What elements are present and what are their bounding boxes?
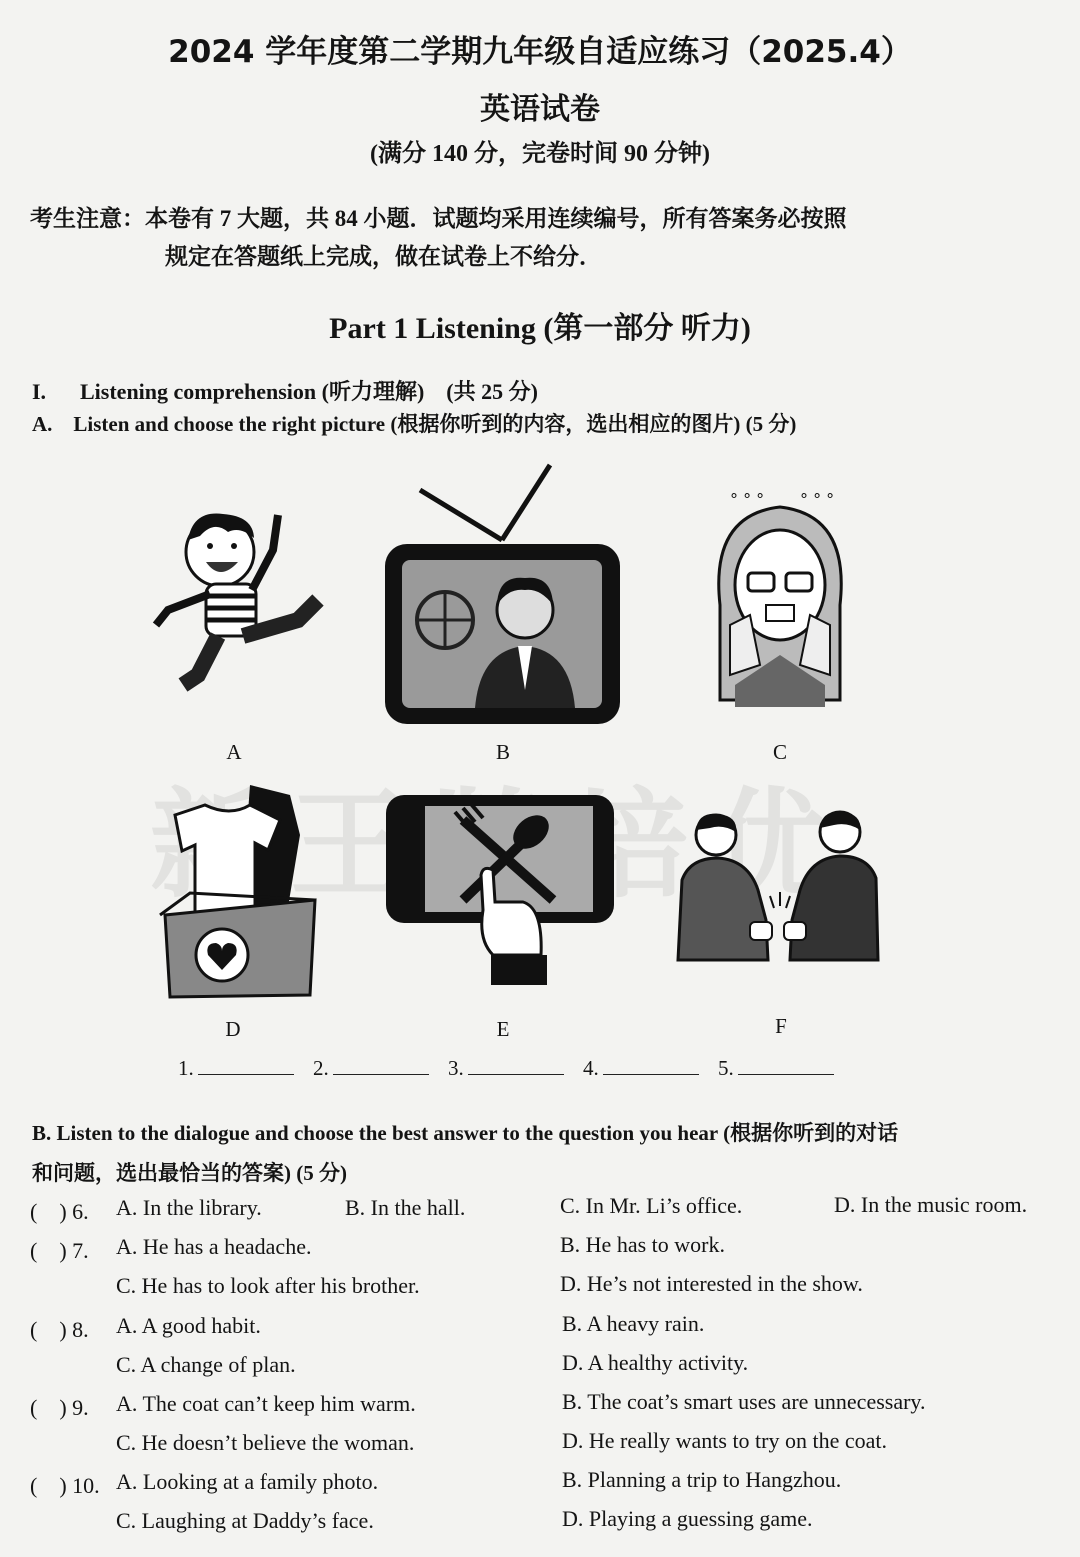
option-c: C. A change of plan. [116, 1352, 296, 1377]
question-number: ( ) 10. [30, 1473, 100, 1498]
option-d: D. In the music room. [834, 1192, 1028, 1217]
option-a: A. In the library. [116, 1195, 262, 1220]
picture-c [690, 485, 870, 715]
option-a: A. Looking at a family photo. [116, 1469, 379, 1494]
answer-blank[interactable] [583, 1054, 699, 1081]
picture-b [380, 460, 625, 735]
option-d: D. He really wants to try on the coat. [562, 1428, 888, 1453]
svg-text:° ° °: ° ° ° [800, 490, 835, 509]
score-line: (满分 140 分，完卷时间 90 分钟) [370, 141, 710, 167]
option-a: A. He has a headache. [116, 1234, 312, 1259]
option-b: B. Planning a trip to Hangzhou. [562, 1467, 842, 1492]
notice-line-1: 考生注意：本卷有 7 大题，共 84 小题．试题均采用连续编号，所有答案务必按照 [30, 206, 847, 231]
blank-number: 3. [448, 1056, 464, 1080]
answer-blank[interactable] [313, 1054, 429, 1081]
blank-number: 4. [583, 1056, 599, 1080]
picture-label-f: F [775, 1014, 787, 1038]
option-d: D. A healthy activity. [562, 1350, 749, 1375]
question-number: ( ) 6. [30, 1199, 89, 1224]
option-c: C. He doesn’t believe the woman. [116, 1430, 415, 1455]
option-c: C. In Mr. Li’s office. [560, 1193, 743, 1218]
option-c: C. Laughing at Daddy’s face. [116, 1508, 374, 1533]
svg-text:° ° °: ° ° ° [730, 490, 765, 509]
picture-e [383, 790, 618, 1000]
blank-number: 1. [178, 1056, 194, 1080]
section-1-title: Listening comprehension (听力理解) (共 25 分) [80, 379, 538, 404]
picture-label-e: E [496, 1017, 510, 1041]
option-a: A. The coat can’t keep him warm. [116, 1391, 416, 1416]
donation-box-icon [150, 775, 320, 1000]
option-b: B. A heavy rain. [562, 1311, 705, 1336]
option-b: B. He has to work. [560, 1232, 725, 1257]
section-a-instruction: A. Listen and choose the right picture (根据你听到的内容，选出相应的图片) (5 分) [32, 412, 797, 436]
notice [30, 200, 1060, 276]
question-number: ( ) 9. [30, 1395, 89, 1420]
question-number: ( ) 8. [30, 1317, 89, 1342]
section-b-instruction [32, 1113, 1062, 1193]
picture-label-b: B [495, 740, 510, 764]
food-app-phone-icon [383, 790, 618, 995]
blank-number: 5. [718, 1056, 734, 1080]
happy-boy-icon [148, 490, 338, 710]
option-a: A. A good habit. [116, 1313, 261, 1338]
picture-d [150, 775, 320, 1005]
tv-news-icon [380, 460, 625, 730]
picture-label-d: D [225, 1017, 241, 1041]
notice-line-2: 规定在答题纸上完成，做在试卷上不给分． [165, 244, 602, 269]
exam-subject: 英语试卷 [480, 92, 600, 127]
section-b-line-2: 和问题，选出最恰当的答案) (5 分) [32, 1161, 347, 1185]
answer-blank[interactable] [178, 1054, 294, 1081]
picture-label-a: A [226, 740, 242, 764]
scared-woman-icon [690, 485, 870, 710]
answer-blanks [178, 1054, 848, 1081]
option-b: B. The coat’s smart uses are unnecessary. [562, 1389, 926, 1414]
option-d: D. Playing a guessing game. [562, 1506, 813, 1531]
exam-title: 2024 学年度第二学期九年级自适应练习（2025.4） [168, 34, 912, 70]
picture-f [668, 810, 893, 970]
section-1-number: I. [32, 379, 47, 404]
section-b-line-1: B. Listen to the dialogue and choose the best answer to the question you hear (根据你听到的对话 [32, 1121, 899, 1145]
answer-blank[interactable] [448, 1054, 564, 1081]
option-d: D. He’s not interested in the show. [560, 1271, 863, 1296]
answer-blank[interactable] [718, 1054, 834, 1081]
blank-number: 2. [313, 1056, 329, 1080]
picture-label-c: C [772, 740, 787, 764]
fist-bump-icon [668, 810, 893, 965]
section-1-heading [32, 375, 538, 406]
option-b: B. In the hall. [345, 1195, 466, 1220]
option-c: C. He has to look after his brother. [116, 1273, 420, 1298]
question-number: ( ) 7. [30, 1238, 89, 1263]
picture-a [148, 490, 338, 715]
part-heading: Part 1 Listening (第一部分 听力) [329, 312, 751, 345]
